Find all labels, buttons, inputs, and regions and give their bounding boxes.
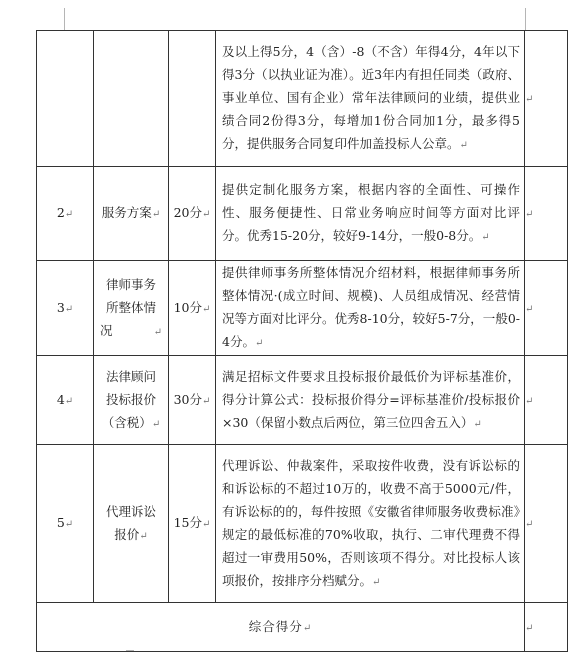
total-row (37, 603, 568, 652)
total-score-value: ↵ (525, 603, 568, 652)
total-score-label: 综合得分↵ (37, 603, 525, 652)
row-number: 2↵ (37, 167, 94, 261)
row-blank-cell: ↵ (525, 261, 568, 356)
row-blank-cell: ↵ (525, 356, 568, 445)
row-score: 20分↵ (169, 167, 216, 261)
row-score: 15分↵ (169, 445, 216, 603)
row-description: 提供定制化服务方案，根据内容的全面性、可操作性、服务便捷性、日常业务响应时间等方面对比评分。优秀15-20分，较好9-14分，一般0-8分。↵ (216, 167, 525, 261)
table-row (37, 31, 568, 167)
row-description: 及以上得5分，4（含）-8（不含）年得4分，4年以下得3分（以执业证为准）。近3年内有担任同类（政府、事业单位、国有企业）常年法律顾问的业绩，提供业绩合同2份得3分，每增加1份合同加1分，最多得5分，提供服务合同复印件加盖投标人公章。↵ (216, 31, 525, 167)
row-number: 5↵ (37, 445, 94, 603)
row-blank-cell: ↵ (525, 445, 568, 603)
row-blank-cell: ↵ (525, 31, 568, 167)
row-score: 30分↵ (169, 356, 216, 445)
row-number (37, 31, 94, 167)
row-item: 服务方案↵ (94, 167, 169, 261)
row-number: 4↵ (37, 356, 94, 445)
row-item: 代理诉讼报价↵ (94, 445, 169, 603)
scoring-table (36, 30, 568, 652)
page-corner-mark-top-right (525, 8, 526, 30)
row-item: 法律顾问投标报价（含税）↵ (94, 356, 169, 445)
row-description: 提供律师事务所整体情况介绍材料，根据律师事务所整体情况·(成立时间、规模)、人员组成情况、经营情况等方面对比评分。优秀8-10分，较好5-7分，一般0-4分。↵ (216, 261, 525, 356)
table-row (37, 445, 568, 603)
row-number: 3↵ (37, 261, 94, 356)
row-description: 代理诉讼、仲裁案件，采取按件收费，没有诉讼标的和诉讼标的不超过10万的，收费不高于5000元/件，有诉讼标的的，每件按照《安徽省律师服务收费标准》规定的最低标准的70%收取，执行、二审代理费不得超过一审费用50%，否则该项不得分。对比投标人该项报价，按排序分档赋分。↵ (216, 445, 525, 603)
row-score: 10分↵ (169, 261, 216, 356)
row-item: 律师事务所整体情况↵ (94, 261, 169, 356)
row-blank-cell: ↵ (525, 167, 568, 261)
row-description: 满足招标文件要求且投标报价最低价为评标基准价，得分计算公式：投标报价得分=评标基准价/投标报价×30（保留小数点后两位，第三位四舍五入）↵ (216, 356, 525, 445)
table-row (37, 261, 568, 356)
page-corner-mark-top-left (64, 8, 65, 30)
row-score (169, 31, 216, 167)
table-row (37, 356, 568, 445)
row-item (94, 31, 169, 167)
table-row (37, 167, 568, 261)
